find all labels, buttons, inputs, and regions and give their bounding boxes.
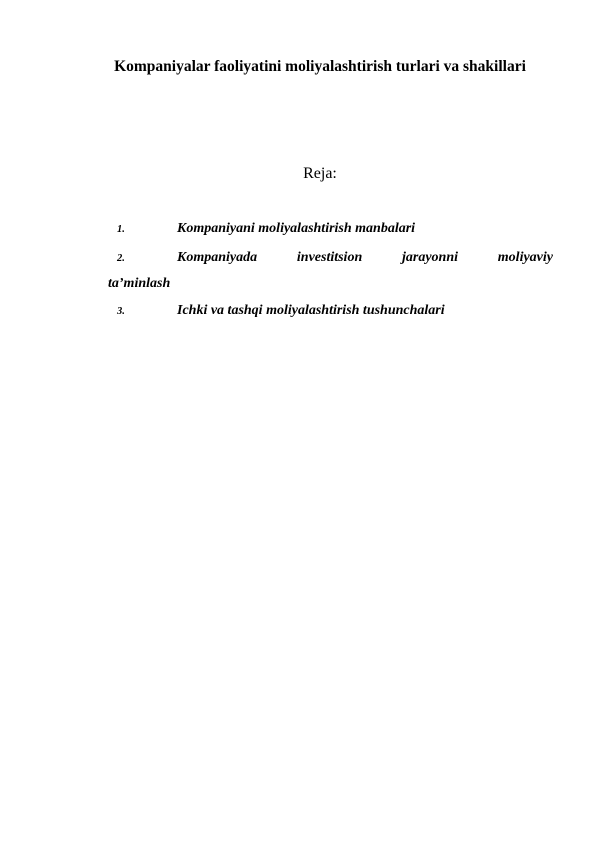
plan-item-line-1 <box>117 245 553 271</box>
plan-item-number: 3. <box>117 306 125 317</box>
plan-item-1 <box>117 218 553 240</box>
plan-item-2 <box>108 245 553 296</box>
plan-item-3 <box>117 300 553 322</box>
plan-item-text: Kompaniyada investitsion jarayonni moliyaviy <box>177 250 553 265</box>
plan-item-text: Kompaniyani moliyalashtirish manbalari <box>177 221 416 236</box>
document-title: Kompaniyalar faoliyatini moliyalashtirish turlari va shakillari <box>114 58 526 75</box>
plan-list <box>108 218 553 332</box>
plan-item-text: Ichki va tashqi moliyalashtirish tushunchalari <box>177 303 445 318</box>
plan-item-number: 1. <box>117 224 125 235</box>
plan-item-number: 2. <box>117 253 125 264</box>
plan-item-text-continued: ta’minlash <box>108 276 171 291</box>
plan-heading: Reja: <box>303 165 337 182</box>
